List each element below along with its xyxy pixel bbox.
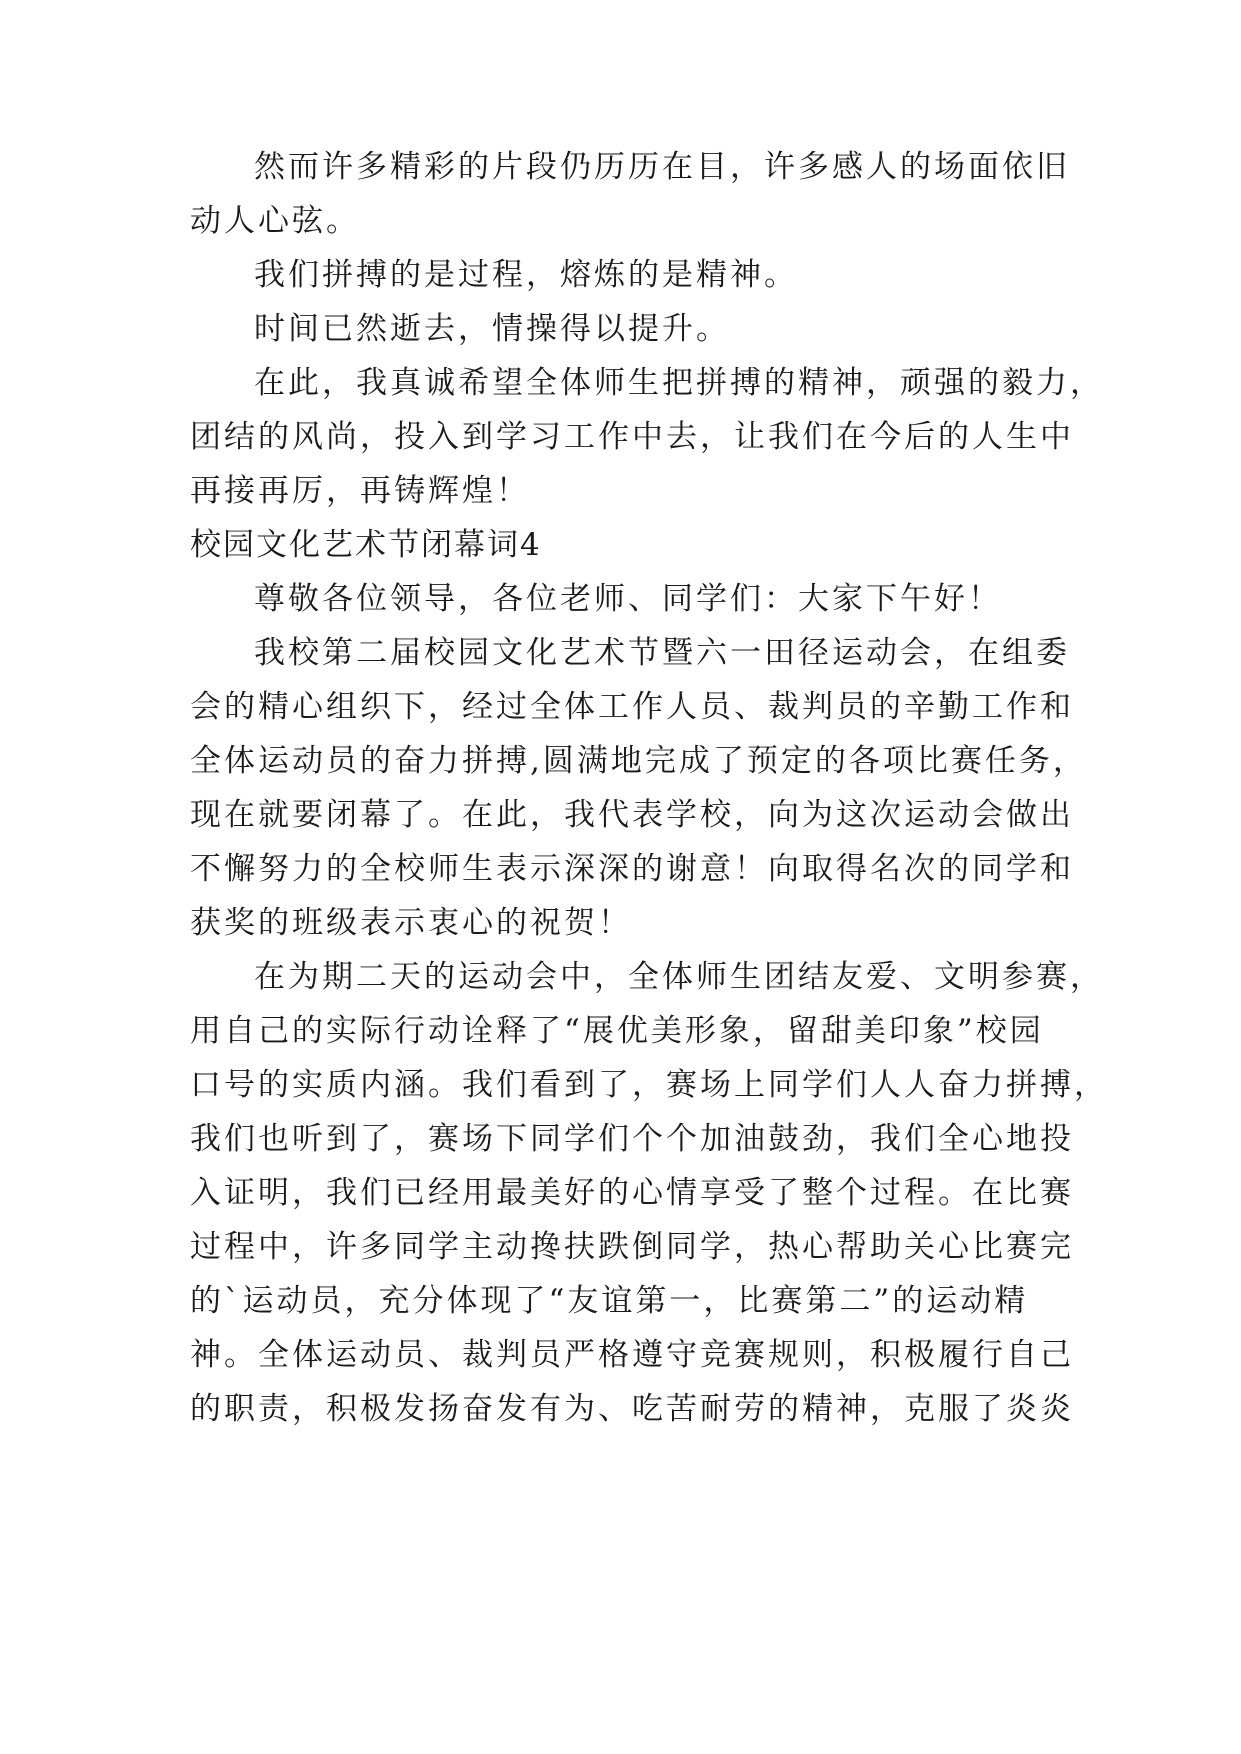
paragraph-line: 用自己的实际行动诠释了“展优美形象，留甜美印象”校园	[190, 1013, 1044, 1049]
paragraph-line: 不懈努力的全校师生表示深深的谢意！向取得名次的同学和	[190, 851, 1074, 887]
paragraph-line: 的职责，积极发扬奋发有为、吃苦耐劳的精神，克服了炎炎	[190, 1391, 1074, 1427]
paragraph-line: 我们也听到了，赛场下同学们个个加油鼓劲，我们全心地投	[190, 1121, 1074, 1157]
paragraph-line: 在此，我真诚希望全体师生把拼搏的精神，顽强的毅力，	[254, 365, 1104, 401]
paragraph-line: 全体运动员的奋力拼搏,圆满地完成了预定的各项比赛任务，	[190, 743, 1087, 779]
paragraph-line: 团结的风尚，投入到学习工作中去，让我们在今后的人生中	[190, 419, 1074, 455]
paragraph-line: 神。全体运动员、裁判员严格遵守竞赛规则，积极履行自己	[190, 1337, 1074, 1373]
paragraph-line: 时间已然逝去，情操得以提升。	[254, 311, 730, 347]
greeting-line: 尊敬各位领导，各位老师、同学们：大家下午好！	[254, 581, 1002, 617]
paragraph-line: 过程中，许多同学主动搀扶跌倒同学，热心帮助关心比赛完	[190, 1229, 1074, 1265]
paragraph-line: 我校第二届校园文化艺术节暨六一田径运动会，在组委	[254, 635, 1070, 671]
paragraph-line: 入证明，我们已经用最美好的心情享受了整个过程。在比赛	[190, 1175, 1074, 1211]
section-title: 校园文化艺术节闭幕词4	[190, 527, 542, 563]
paragraph-line: 获奖的班级表示衷心的祝贺！	[190, 905, 632, 941]
paragraph-line: 在为期二天的运动会中，全体师生团结友爱、文明参赛，	[254, 959, 1104, 995]
paragraph-line: 动人心弦。	[190, 203, 360, 239]
paragraph-line: 现在就要闭幕了。在此，我代表学校，向为这次运动会做出	[190, 797, 1074, 833]
paragraph-line: 的`运动员，充分体现了“友谊第一，比赛第二”的运动精	[190, 1283, 1029, 1319]
paragraph-line: 然而许多精彩的片段仍历历在目，许多感人的场面依旧	[254, 149, 1070, 185]
paragraph-line: 我们拼搏的是过程，熔炼的是精神。	[254, 257, 798, 293]
paragraph-line: 再接再厉，再铸辉煌！	[190, 473, 530, 509]
paragraph-line: 会的精心组织下，经过全体工作人员、裁判员的辛勤工作和	[190, 689, 1074, 725]
paragraph-line: 口号的实质内涵。我们看到了，赛场上同学们人人奋力拼搏，	[190, 1067, 1108, 1103]
